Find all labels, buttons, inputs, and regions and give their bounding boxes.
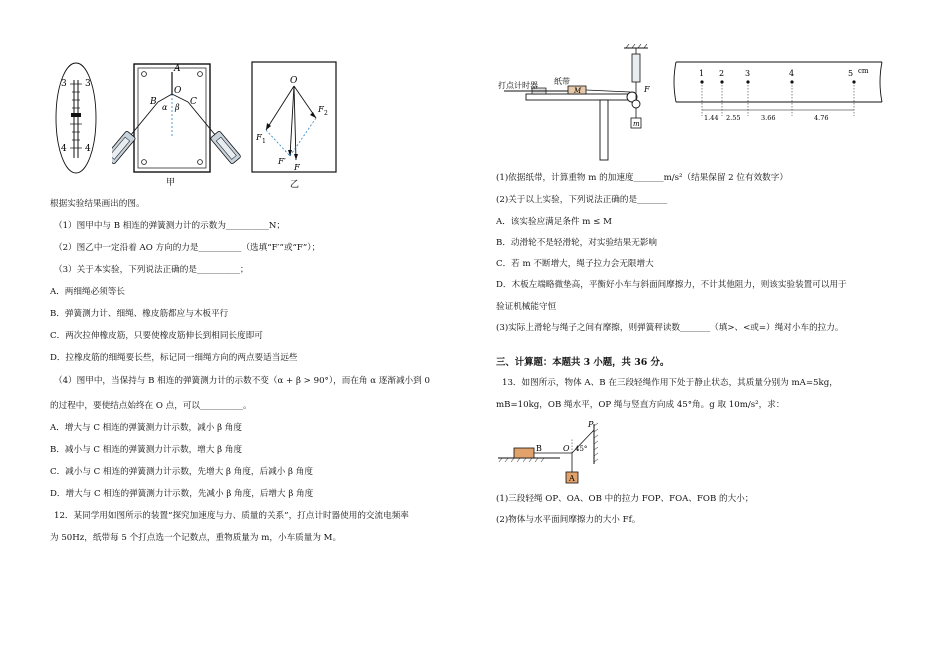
q11-part2: （2）图乙中一定沿着 AO 方向的力是__________（选填“F′”或“F”）； (54, 243, 321, 253)
scale-label-top-right: 3 (85, 79, 91, 89)
figure-jia-board (112, 58, 272, 188)
tape-point-5: 5 (848, 69, 854, 78)
q12-option-d-line1: D．木板左端略微垫高，平衡好小车与斜面间摩擦力，不计其他阻力，则该实验装置可以用于 (496, 280, 847, 290)
scale-label-bottom-right: 4 (85, 144, 91, 154)
q11-part4-option-d: D．增大与 C 相连的弹簧测力计示数，先减小 β 角度，后增大 β 角度 (50, 489, 314, 499)
label-spring-F: F (644, 85, 650, 94)
label-beta: β (175, 103, 180, 112)
q12-line1: 12．某同学用如图所示的装置“探究加速度与力、质量的关系”，打点计时器使用的交流电频率 (54, 511, 409, 521)
q13-label-A: A (569, 474, 575, 483)
yi-label-F1: F (256, 133, 262, 143)
label-timer: 打点计时器 (498, 81, 538, 90)
yi-label-F2-sub: 2 (324, 110, 328, 117)
q13-part1: (1)三段轻绳 OP、OA、OB 中的拉力 FOP、FOA、FOB 的大小； (496, 494, 754, 504)
q11-part4-line2: 的过程中，要使结点始终在 O 点，可以__________。 (50, 401, 252, 411)
q13-label-B: B (536, 444, 542, 453)
label-cart-M: M (574, 87, 582, 95)
q11-part4-option-c: C．减小与 C 相连的弹簧测力计示数，先增大 β 角度，后减小 β 角度 (50, 467, 313, 477)
q13-label-angle: 45° (575, 445, 588, 453)
figure-jia-scale-zoom (52, 58, 102, 178)
q13-label-P: P (588, 420, 594, 429)
figure-apparatus (496, 44, 664, 166)
tape-point-3: 3 (745, 69, 751, 78)
q11-option-d: D．拉橡皮筋的细绳要长些，标记同一细绳方向的两点要适当远些 (50, 353, 298, 363)
section-heading-calc: 三、计算题：本题共 3 小题，共 36 分。 (496, 357, 670, 368)
tape-gap-2: 2.55 (726, 114, 741, 122)
q11-option-c: C．两次拉伸橡皮筋，只要使橡皮筋伸长到相同长度即可 (50, 331, 263, 341)
yi-label-F1-sub: 1 (262, 138, 266, 145)
tape-gap-3: 3.66 (761, 114, 776, 122)
tape-gap-1: 1.44 (704, 114, 719, 122)
q13-line2: mB=10kg，OB 绳水平，OP 绳与竖直方向成 45°角。g 取 10m/s²，求： (496, 400, 785, 410)
yi-label-Fprime: F′ (278, 157, 286, 167)
tape-point-4: 4 (789, 69, 795, 78)
q12-option-d-line2: 验证机械能守恒 (496, 302, 557, 312)
tape-unit: cm (858, 67, 869, 75)
figure-yi (250, 60, 342, 190)
q13-label-O: O (563, 444, 570, 453)
label-mass-m: m (633, 120, 640, 128)
label-B: B (150, 97, 157, 107)
caption-jia: 甲 (166, 178, 176, 188)
q12-part1: (1)依据纸带，计算重物 m 的加速度_______m/s²（结果保留 2 位有效数字） (496, 173, 788, 183)
yi-label-F2: F (318, 105, 324, 115)
q12-part3: (3)实际上滑轮与绳子之间有摩擦，则弹簧秤读数_______（填>、<或=）绳对小车的拉力。 (496, 323, 844, 333)
label-tape: 纸带 (554, 77, 570, 86)
q11-part1: （1）图甲中与 B 相连的弹簧测力计的示数为__________N； (54, 221, 286, 231)
label-C: C (190, 97, 197, 107)
q13-part2: (2)物体与水平面间摩擦力的大小 Ff。 (496, 515, 641, 525)
tape-gap-4: 4.76 (814, 114, 829, 122)
label-A: A (174, 64, 181, 74)
q11-option-a: A．两细绳必须等长 (50, 287, 125, 297)
q11-part4-option-a: A．增大与 C 相连的弹簧测力计示数，减小 β 角度 (50, 423, 242, 433)
q12-option-b: B．动滑轮不是轻滑轮，对实验结果无影响 (496, 238, 658, 248)
tape-point-2: 2 (719, 69, 725, 78)
q11-part4-option-b: B．减小与 C 相连的弹簧测力计示数，增大 β 角度 (50, 445, 243, 455)
label-O: O (174, 86, 182, 96)
scale-label-bottom-left: 4 (61, 144, 67, 154)
q12-line2: 为 50Hz，纸带每 5 个打点选一个记数点，重物质量为 m，小车质量为 M。 (50, 533, 342, 543)
figure-tape (670, 56, 886, 122)
q12-option-a: A．该实验应满足条件 m ≤ M (496, 217, 612, 227)
q11-part3: （3）关于本实验，下列说法正确的是__________； (54, 265, 249, 275)
caption-yi: 乙 (290, 180, 300, 190)
text-intro: 根据实验结果画出的图。 (50, 199, 145, 209)
figure-q13 (498, 418, 608, 488)
yi-label-O: O (290, 76, 298, 86)
tape-point-1: 1 (699, 69, 705, 78)
q13-line1: 13．如图所示，物体 A、B 在三段轻绳作用下处于静止状态，其质量分别为 mA=5kg， (502, 378, 838, 388)
q12-option-c: C．若 m 不断增大，绳子拉力会无限增大 (496, 259, 654, 269)
scale-label-top-left: 3 (61, 79, 67, 89)
q11-part4-line1: （4）图甲中，当保持与 B 相连的弹簧测力计的示数不变（α + β > 90°），而在角 α 逐渐减小到 0 (54, 376, 430, 386)
q12-part2: (2)关于以上实验，下列说法正确的是_______ (496, 195, 668, 205)
yi-label-F: F (294, 163, 300, 173)
label-alpha: α (162, 103, 168, 112)
q11-option-b: B．弹簧测力计、细绳、橡皮筋都应与木板平行 (50, 309, 229, 319)
